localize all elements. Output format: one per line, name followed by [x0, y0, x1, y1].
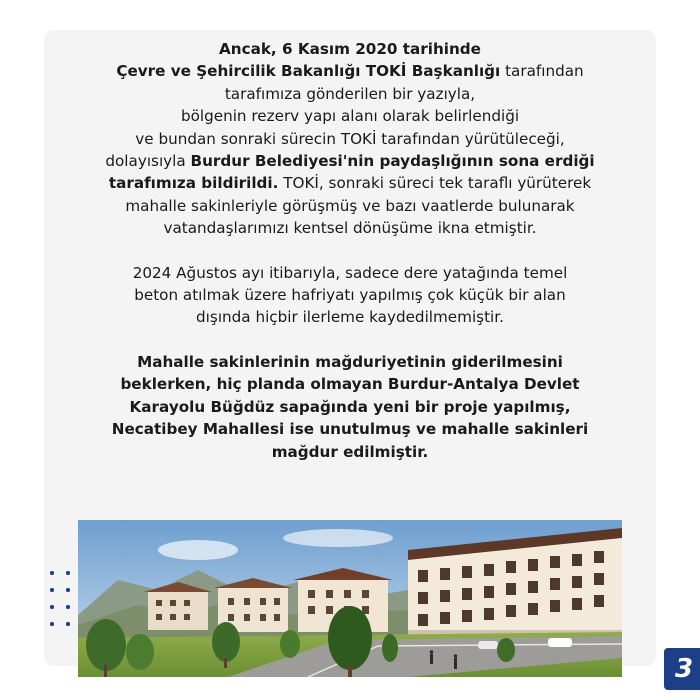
paragraph: [44, 351, 656, 463]
text-segment: dışında hiçbir ilerleme kaydedilmemiştir.: [196, 308, 504, 327]
bold-text-segment: Karayolu Büğdüz sapağında yeni bir proje yapılmış,: [129, 397, 571, 416]
decorative-dot: [66, 588, 70, 592]
text-segment: dolayısıyla: [105, 152, 191, 171]
paragraph: [44, 262, 656, 329]
text-segment: tarafından: [500, 62, 584, 81]
decorative-dot: [50, 622, 54, 626]
bold-text-segment: Burdur Belediyesi'nin paydaşlığının sona erdiği: [190, 152, 595, 171]
paragraph: [44, 38, 656, 240]
bold-text-segment: Çevre ve Şehircilik Bakanlığı TOKİ Başkanlığı: [116, 62, 501, 81]
text-segment: bölgenin rezerv yapı alanı olarak belirlendiği: [180, 107, 520, 126]
text-segment: vatandaşlarımızı kentsel dönüşüme ikna etmiştir.: [163, 219, 537, 238]
bold-text-segment: Ancak, 6 Kasım 2020 tarihinde: [219, 40, 481, 58]
decorative-dot: [50, 605, 54, 609]
text-segment: TOKİ, sonraki süreci tek taraflı yürüterek: [278, 174, 592, 193]
announcement-text: [44, 38, 656, 463]
decorative-dot: [66, 622, 70, 626]
text-segment: mahalle sakinleriyle görüşmüş ve bazı vaatlerde bulunarak: [125, 196, 575, 215]
text-segment: 2024 Ağustos ayı itibarıyla, sadece dere yatağında temel: [132, 263, 568, 282]
bold-text-segment: Mahalle sakinlerinin mağduriyetinin giderilmesini: [137, 352, 563, 371]
decorative-dot: [50, 571, 54, 575]
bold-text-segment: mağdur edilmiştir.: [271, 442, 429, 461]
text-segment: tarafımıza gönderilen bir yazıyla,: [224, 84, 476, 103]
text-segment: beton atılmak üzere hafriyatı yapılmış çok küçük bir alan: [134, 286, 566, 305]
decorative-dot-grid: [46, 567, 76, 633]
bold-text-segment: tarafımıza bildirildi.: [108, 174, 279, 193]
bold-text-segment: Necatibey Mahallesi ise unutulmuş ve mahalle sakinleri: [111, 420, 589, 439]
housing-project-rendering: [78, 520, 622, 677]
page-number-badge: 3: [664, 648, 700, 690]
decorative-dot: [66, 605, 70, 609]
bold-text-segment: beklerken, hiç planda olmayan Burdur-Antalya Devlet: [120, 375, 580, 394]
text-segment: ve bundan sonraki sürecin TOKİ tarafından yürütüleceği,: [135, 129, 565, 148]
decorative-dot: [66, 571, 70, 575]
decorative-dot: [50, 588, 54, 592]
